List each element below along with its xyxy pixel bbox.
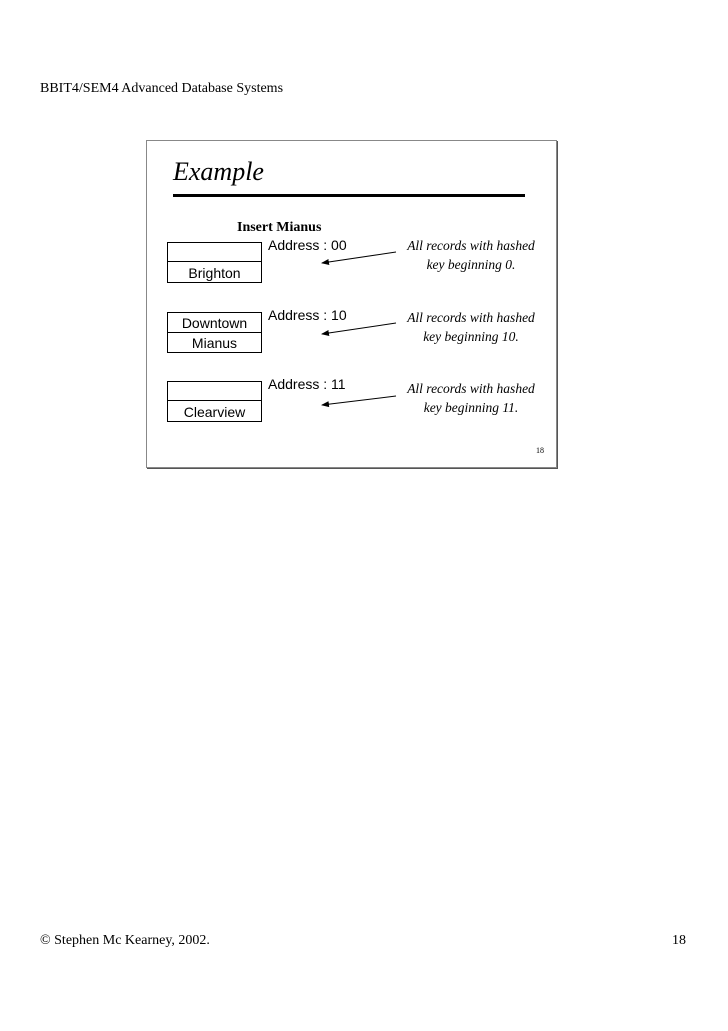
arrow-bucket-11	[322, 396, 396, 405]
bucket-00-note-line2: key beginning 0.	[426, 257, 516, 272]
bucket-00-cell-2: Brighton	[167, 261, 262, 283]
bucket-11-note-line2: key beginning 11.	[423, 400, 519, 415]
bucket-10-address: Address : 10	[268, 307, 347, 323]
bucket-11-address: Address : 11	[268, 376, 346, 392]
arrow-bucket-10	[322, 323, 396, 334]
slide-number: 18	[536, 446, 544, 455]
bucket-00-address: Address : 00	[268, 237, 347, 253]
bucket-10-note-line2: key beginning 10.	[423, 329, 519, 344]
bucket-11-note-line1: All records with hashed	[407, 381, 535, 396]
footer-copyright: © Stephen Mc Kearney, 2002.	[40, 933, 210, 948]
insert-label: Insert Mianus	[237, 220, 322, 235]
bucket-10-cell-2: Mianus	[167, 332, 262, 353]
page-header: BBIT4/SEM4 Advanced Database Systems	[40, 81, 284, 96]
arrow-bucket-00	[322, 252, 396, 263]
footer-page-number: 18	[672, 933, 686, 948]
slide-title: Example	[173, 157, 264, 186]
bucket-10-cell-1: Downtown	[167, 312, 262, 333]
bucket-00-note-line1: All records with hashed	[407, 238, 535, 253]
bucket-10-note-line1: All records with hashed	[407, 310, 535, 325]
bucket-11-cell-2: Clearview	[167, 400, 262, 422]
